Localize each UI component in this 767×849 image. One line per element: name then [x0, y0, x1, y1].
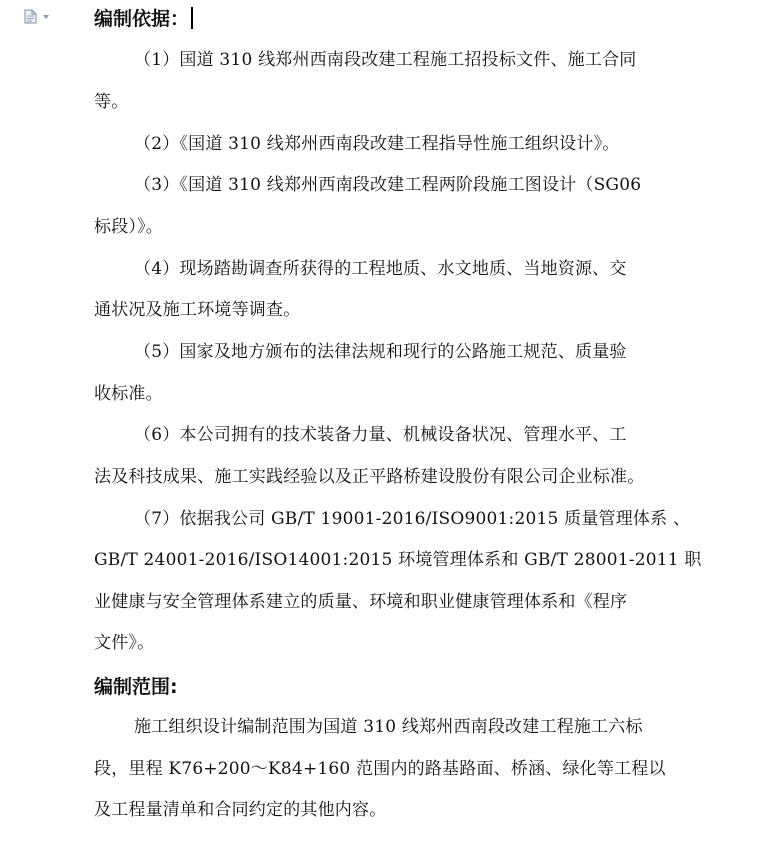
basis-item-7-line-1: （7）依据我公司 GB/T 19001-2016/ISO9001:2015 质量管理体系 、	[134, 509, 691, 529]
basis-item-1-line-2: 等。	[94, 92, 129, 112]
basis-item-5-line-1: （5）国家及地方颁布的法律法规和现行的公路施工规范、质量验	[134, 342, 627, 362]
basis-item-4-line-2: 通状况及施工环境等调查。	[94, 300, 301, 320]
basis-item-1-line-1: （1）国道 310 线郑州西南段改建工程施工招投标文件、施工合同	[134, 50, 637, 70]
basis-item-6-line-2: 法及科技成果、施工实践经验以及正平路桥建设股份有限公司企业标准。	[94, 467, 645, 487]
basis-item-7-line-4: 文件》。	[94, 633, 155, 653]
scope-line-3: 及工程量清单和合同约定的其他内容。	[94, 800, 387, 820]
section-heading-text: 编制依据：	[94, 8, 190, 30]
basis-item-2-line-1: （2）《国道 310 线郑州西南段改建工程指导性施工组织设计》。	[134, 134, 620, 154]
basis-item-7-line-2: GB/T 24001-2016/ISO14001:2015 环境管理体系和 GB/T 28001-2011 职	[94, 550, 702, 570]
scope-line-1: 施工组织设计编制范围为国道 310 线郑州西南段改建工程施工六标	[134, 717, 643, 737]
basis-item-5-line-2: 收标准。	[94, 384, 163, 404]
basis-item-6-line-1: （6）本公司拥有的技术装备力量、机械设备状况、管理水平、工	[134, 425, 627, 445]
triangle-down-icon	[43, 15, 49, 19]
paragraph-gutter-menu[interactable]	[24, 9, 49, 24]
scope-line-2: 段，里程 K76+200～K84+160 范围内的路基路面、桥涵、绿化等工程以	[94, 759, 666, 779]
basis-item-3-line-1: （3）《国道 310 线郑州西南段改建工程两阶段施工图设计（SG06	[134, 175, 642, 195]
section-heading-scope: 编制范围:	[94, 676, 178, 698]
text-cursor	[191, 7, 193, 29]
section-heading-basis	[94, 7, 193, 31]
basis-item-4-line-1: （4）现场踏勘调查所获得的工程地质、水文地质、当地资源、交	[134, 259, 627, 279]
basis-item-3-line-2: 标段）》。	[94, 217, 163, 237]
basis-item-7-line-3: 业健康与安全管理体系建立的质量、环境和职业健康管理体系和《程序	[94, 592, 628, 612]
document-icon	[24, 9, 37, 24]
